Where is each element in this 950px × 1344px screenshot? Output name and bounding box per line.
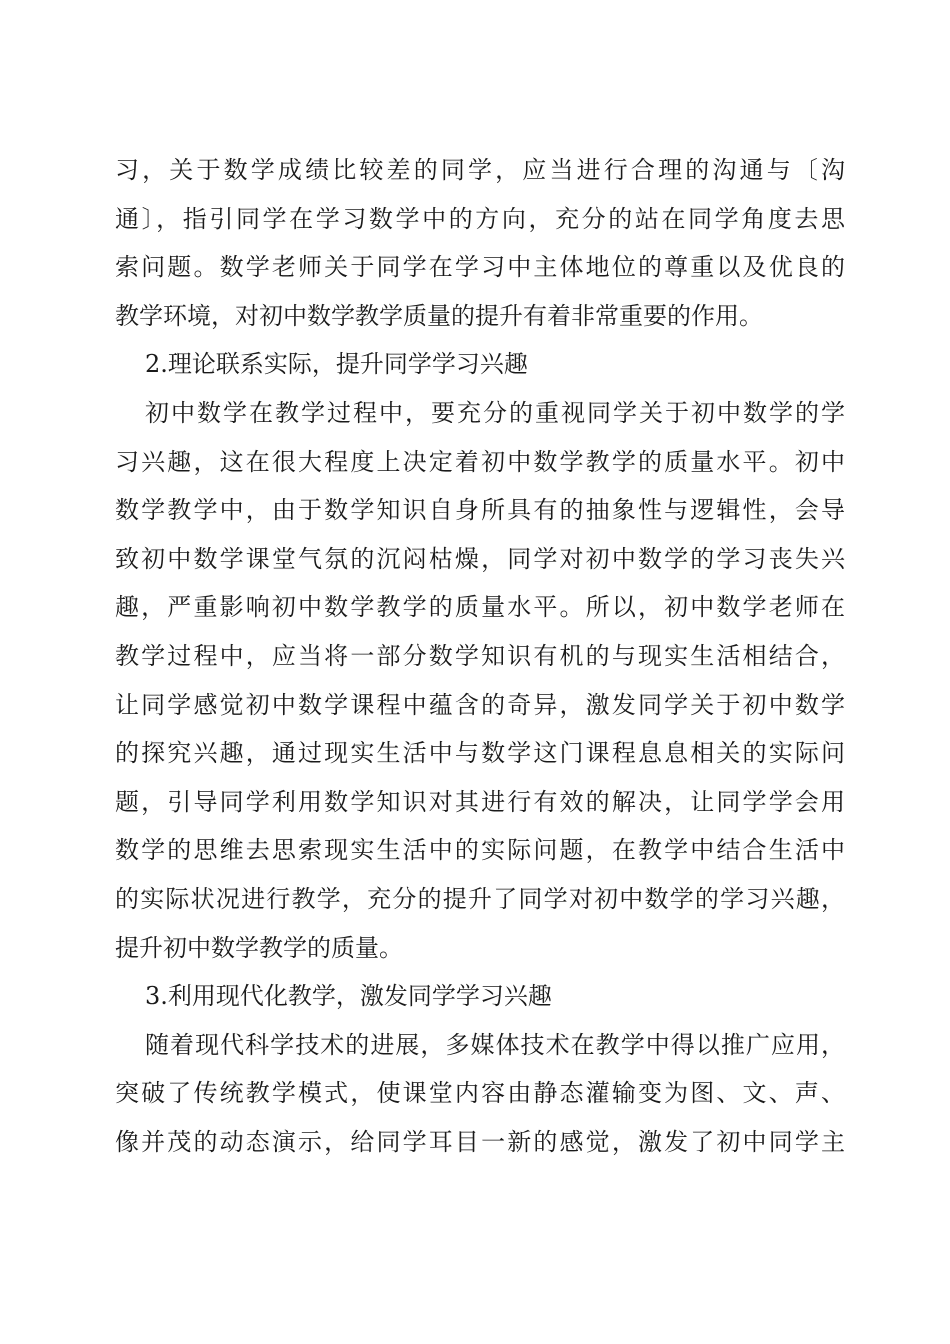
paragraph-line: 教学环境，对初中数学教学质量的提升有着非常重要的作用。	[115, 301, 763, 330]
document-body	[115, 146, 845, 1166]
paragraph-line: 的探究兴趣，通过现实生活中与数学这门课程息息相关的实际问	[115, 739, 845, 768]
section-heading: 2.理论联系实际，提升同学学习兴趣	[145, 350, 528, 379]
paragraph	[115, 389, 845, 972]
paragraph-line: 突破了传统教学模式，使课堂内容由静态灌输变为图、文、声、	[115, 1079, 845, 1108]
paragraph-line: 通〕，指引同学在学习数学中的方向，充分的站在同学角度去思	[115, 204, 845, 233]
paragraph-line: 数学教学中，由于数学知识自身所具有的抽象性与逻辑性，会导	[115, 496, 845, 525]
paragraph-line: 教学过程中，应当将一部分数学知识有机的与现实生活相结合，	[115, 641, 845, 670]
paragraph-line: 的实际状况进行教学，充分的提升了同学对初中数学的学习兴趣，	[115, 884, 845, 913]
paragraph-line: 索问题。数学老师关于同学在学习中主体地位的尊重以及优良的	[115, 253, 845, 282]
paragraph	[115, 1021, 845, 1167]
paragraph-line: 习兴趣，这在很大程度上决定着初中数学教学的质量水平。初中	[115, 447, 845, 476]
paragraph-line: 致初中数学课堂气氛的沉闷枯燥，同学对初中数学的学习丧失兴	[115, 544, 845, 573]
paragraph-line: 初中数学在教学过程中，要充分的重视同学关于初中数学的学	[145, 398, 845, 427]
paragraph-line: 像并茂的动态演示，给同学耳目一新的感觉，激发了初中同学主	[115, 1127, 845, 1156]
paragraph-line: 随着现代科学技术的进展，多媒体技术在教学中得以推广应用，	[145, 1030, 845, 1059]
paragraph-line: 提升初中数学教学的质量。	[115, 933, 403, 962]
paragraph-line: 趣，严重影响初中数学教学的质量水平。所以，初中数学老师在	[115, 593, 845, 622]
paragraph	[115, 146, 845, 340]
paragraph-line: 让同学感觉初中数学课程中蕴含的奇异，激发同学关于初中数学	[115, 690, 845, 719]
paragraph-line: 题，引导同学利用数学知识对其进行有效的解决，让同学学会用	[115, 787, 845, 816]
section-heading: 3.利用现代化教学，激发同学学习兴趣	[145, 982, 552, 1011]
paragraph-line: 数学的思维去思索现实生活中的实际问题，在教学中结合生活中	[115, 836, 845, 865]
paragraph-line: 习，关于数学成绩比较差的同学，应当进行合理的沟通与〔沟	[115, 156, 845, 184]
